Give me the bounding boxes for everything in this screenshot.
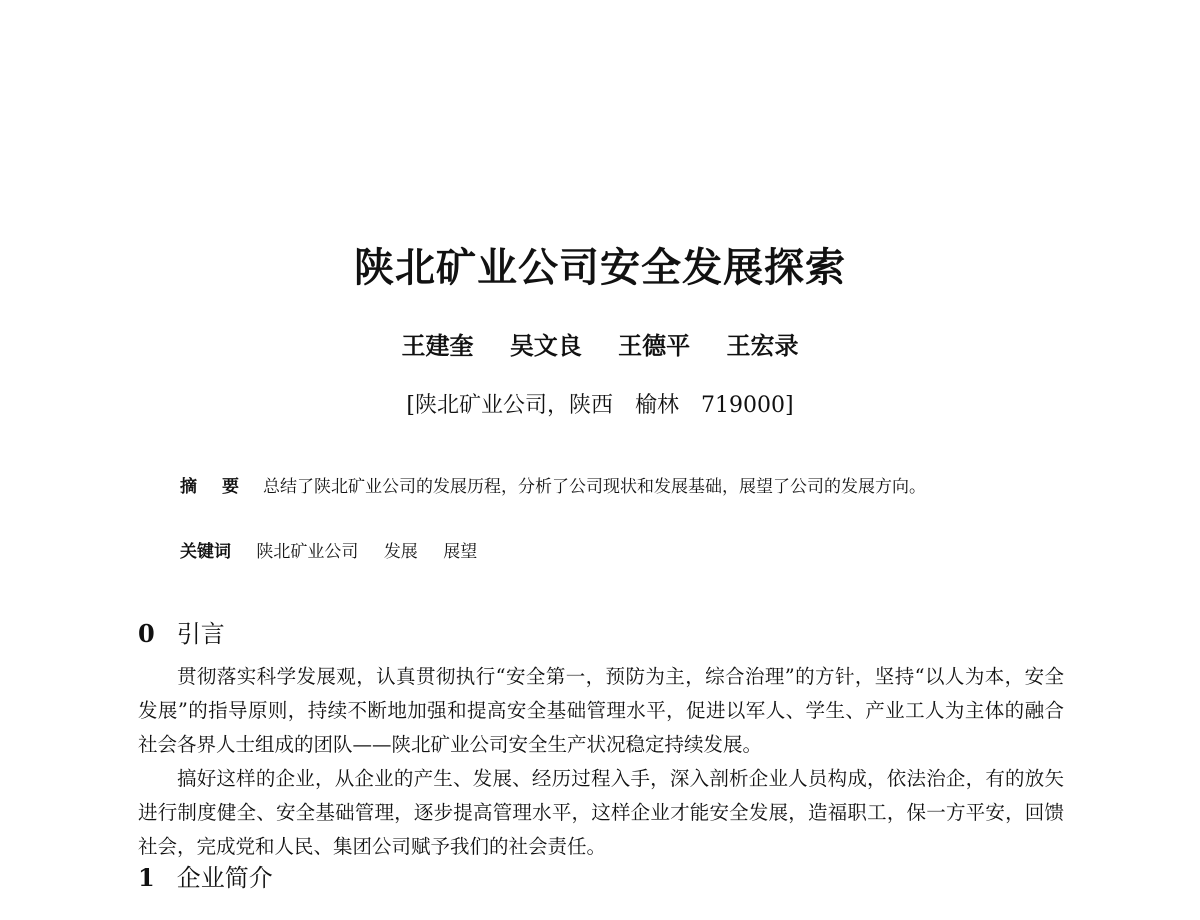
author-name: 王宏录 [726,331,799,360]
section-heading-introduction [138,614,225,649]
author-name: 吴文良 [509,331,582,360]
author-name: 王建奎 [401,331,474,360]
keyword: 陕北矿业公司 [256,542,359,562]
section-body-introduction [138,660,1064,864]
affiliation: [陕北矿业公司，陕西 榆林 719000] [406,393,794,418]
abstract-text: 总结了陕北矿业公司的发展历程，分析了公司现状和发展基础，展望了公司的发展方向。 [263,477,926,497]
section-number: 0 [138,619,155,648]
keywords-label: 关键词 [180,542,231,562]
body-paragraph: 贯彻落实科学发展观，认真贯彻执行“安全第一，预防为主，综合治理”的方针，坚持“以人为本，安全发展”的指导原则，持续不断地加强和提高安全基础管理水平，促进以军人、学生、产业工人为主体的融合社会各界人士组成的团队——陕北矿业公司安全生产状况稳定持续发展。 [138,665,1064,756]
keyword: 发展 [383,542,418,562]
keyword: 展望 [443,542,478,562]
section-title: 企业简介 [176,864,273,892]
section-heading-company-profile [138,858,273,893]
abstract [180,470,1020,504]
section-title: 引言 [176,620,225,648]
author-name: 王德平 [618,331,691,360]
keywords [180,538,1020,566]
section-number: 1 [138,863,155,892]
paper-title: 陕北矿业公司安全发展探索 [354,244,846,291]
body-paragraph: 搞好这样的企业，从企业的产生、发展、经历过程入手，深入剖析企业人员构成，依法治企，有的放矢进行制度健全、安全基础管理，逐步提高管理水平，这样企业才能安全发展，造福职工，保一方平安，回馈社会，完成党和人民、集团公司赋予我们的社会责任。 [138,767,1064,858]
abstract-label: 摘 要 [180,477,243,497]
author-list [0,326,1200,361]
